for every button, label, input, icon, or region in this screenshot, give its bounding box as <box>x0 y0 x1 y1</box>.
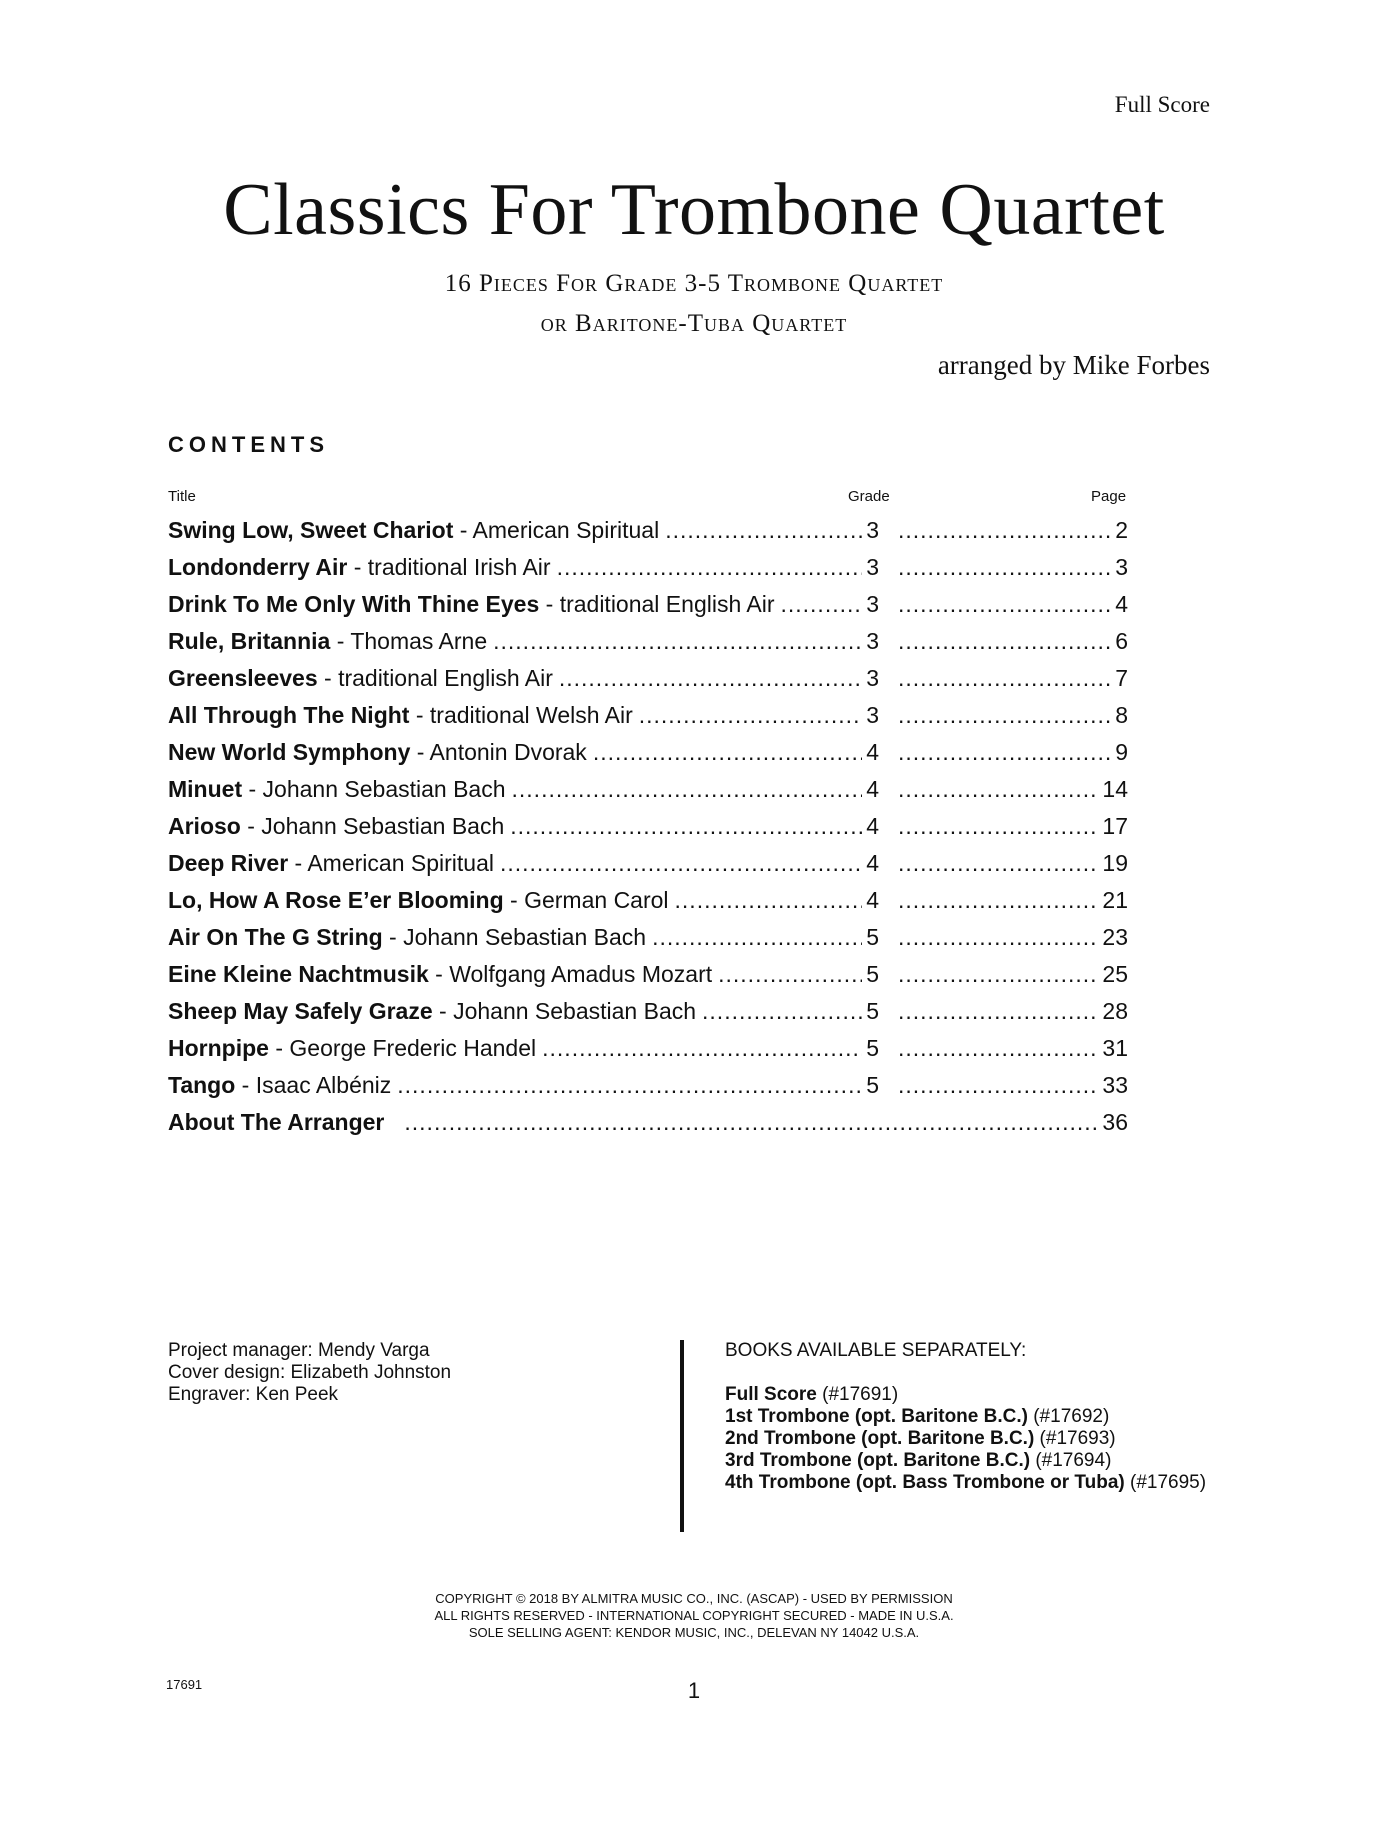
toc-page-cell <box>898 1030 1128 1067</box>
toc-page-cell <box>898 512 1128 549</box>
toc-entry <box>168 882 1128 919</box>
leader-dots <box>898 586 1111 623</box>
copyright-line: SOLE SELLING AGENT: KENDOR MUSIC, INC., DELEVAN NY 14042 U.S.A. <box>468 1625 920 1640</box>
toc-page-cell <box>898 623 1128 660</box>
column-header-grade: Grade <box>848 488 890 505</box>
books-heading: BOOKS AVAILABLE SEPARATELY: <box>725 1340 1027 1361</box>
column-header-page: Page <box>1091 488 1127 505</box>
toc-page: 8 <box>1115 702 1128 728</box>
leader-dots <box>898 956 1098 993</box>
toc-page-cell <box>168 1104 1128 1141</box>
toc-entry <box>168 808 1128 845</box>
toc-page-cell <box>898 956 1128 993</box>
toc-title-cell <box>168 808 879 845</box>
toc-page: 4 <box>1115 591 1128 617</box>
toc-title-cell <box>168 1067 879 1104</box>
toc-grade: 3 <box>866 665 879 691</box>
toc-piece-name: Greensleeves <box>168 665 318 691</box>
toc-composer: - Johann Sebastian Bach <box>432 998 697 1024</box>
book-item <box>725 1384 1206 1406</box>
toc-entry-title <box>168 1067 397 1104</box>
toc-entry-title <box>168 771 512 808</box>
subtitle-line-2: or Baritone-Tuba Quartet <box>540 310 848 337</box>
toc-title-cell <box>168 660 879 697</box>
leader-dots <box>593 734 862 771</box>
catalog-number: 17691 <box>166 1677 203 1692</box>
leader-dots <box>665 512 862 549</box>
toc-composer: - traditional Irish Air <box>347 554 551 580</box>
toc-entry-title <box>168 1030 542 1067</box>
books-available <box>725 1340 1206 1494</box>
leader-dots <box>512 771 863 808</box>
books-list <box>725 1384 1206 1494</box>
toc-page-cell <box>898 549 1128 586</box>
book-name: 1st Trombone (opt. Baritone B.C.) <box>725 1406 1028 1427</box>
book-item <box>725 1406 1206 1428</box>
toc-page-cell <box>898 845 1128 882</box>
toc-page: 9 <box>1115 739 1128 765</box>
toc-page-cell <box>898 771 1128 808</box>
toc-entry <box>168 845 1128 882</box>
leader-dots <box>898 697 1111 734</box>
toc-entry-title <box>168 1104 404 1141</box>
toc-entry-title <box>168 845 500 882</box>
toc-entry <box>168 512 1128 549</box>
toc-entry <box>168 586 1128 623</box>
toc-entry-title <box>168 882 675 919</box>
book-name: Full Score <box>725 1384 817 1405</box>
toc-grade: 3 <box>866 628 879 654</box>
toc-entry-title <box>168 734 593 771</box>
toc-piece-name: Rule, Britannia <box>168 628 331 654</box>
toc-entry-title <box>168 623 493 660</box>
toc-page: 31 <box>1102 1035 1128 1061</box>
toc-piece-name: All Through The Night <box>168 702 410 728</box>
leader-dots <box>898 808 1098 845</box>
toc-composer: - George Frederic Handel <box>268 1035 537 1061</box>
toc-title-cell <box>168 956 879 993</box>
leader-dots <box>404 1104 1098 1141</box>
leader-dots <box>718 956 862 993</box>
copyright-line: ALL RIGHTS RESERVED - INTERNATIONAL COPYRIGHT SECURED - MADE IN U.S.A. <box>434 1608 954 1623</box>
toc-piece-name: Deep River <box>168 850 289 876</box>
leader-dots <box>898 1030 1098 1067</box>
toc-piece-name: About The Arranger <box>168 1109 385 1135</box>
book-number: (#17695) <box>1124 1472 1207 1493</box>
leader-dots <box>898 993 1098 1030</box>
toc-piece-name: Londonderry Air <box>168 554 348 580</box>
toc-entry <box>168 660 1128 697</box>
toc-page-cell <box>898 993 1128 1030</box>
toc-page-cell <box>898 808 1128 845</box>
toc-page: 19 <box>1102 850 1128 876</box>
toc-entry-title <box>168 919 652 956</box>
leader-dots <box>898 919 1098 956</box>
toc-entry-title <box>168 586 780 623</box>
toc-composer: - Isaac Albéniz <box>235 1072 392 1098</box>
toc-entry <box>168 697 1128 734</box>
leader-dots <box>702 993 862 1030</box>
toc-piece-name: Eine Kleine Nachtmusik <box>168 961 429 987</box>
toc-page-cell <box>898 1067 1128 1104</box>
toc-piece-name: Hornpipe <box>168 1035 269 1061</box>
leader-dots <box>780 586 862 623</box>
leader-dots <box>898 734 1111 771</box>
book-number: (#17694) <box>1030 1450 1112 1471</box>
leader-dots <box>898 845 1098 882</box>
toc-grade: 5 <box>866 924 879 950</box>
edition-label: Full Score <box>1114 92 1210 117</box>
toc-page: 6 <box>1115 628 1128 654</box>
leader-dots <box>542 1030 862 1067</box>
book-number: (#17691) <box>816 1384 899 1405</box>
leader-dots <box>898 512 1111 549</box>
toc-piece-name: Minuet <box>168 776 243 802</box>
toc-title-cell <box>168 771 879 808</box>
toc-title-cell <box>168 586 879 623</box>
copyright-line: COPYRIGHT © 2018 BY ALMITRA MUSIC CO., INC. (ASCAP) - USED BY PERMISSION <box>435 1591 953 1606</box>
toc-entry-title <box>168 697 639 734</box>
leader-dots <box>898 623 1111 660</box>
toc-entry <box>168 1067 1128 1104</box>
toc-page: 28 <box>1102 998 1128 1024</box>
toc-piece-name: Lo, How A Rose E’er Blooming <box>168 887 504 913</box>
toc-entry <box>168 734 1128 771</box>
leader-dots <box>652 919 862 956</box>
toc-entry-title <box>168 549 557 586</box>
leader-dots <box>898 660 1111 697</box>
toc-composer: - traditional Welsh Air <box>409 702 633 728</box>
book-name: 4th Trombone (opt. Bass Trombone or Tuba) <box>725 1472 1125 1493</box>
arranger-credit: arranged by Mike Forbes <box>937 350 1210 380</box>
toc-grade: 4 <box>866 776 879 802</box>
toc-composer: - American Spiritual <box>288 850 494 876</box>
toc-composer: - Wolfgang Amadus Mozart <box>428 961 713 987</box>
leader-dots <box>500 845 862 882</box>
toc-entry <box>168 993 1128 1030</box>
toc-page: 23 <box>1102 924 1128 950</box>
toc-entry <box>168 919 1128 956</box>
toc-composer: - Johann Sebastian Bach <box>240 813 505 839</box>
toc-title-cell <box>168 734 879 771</box>
leader-dots <box>493 623 862 660</box>
toc-title-cell <box>168 919 879 956</box>
toc-grade: 5 <box>866 998 879 1024</box>
toc-page: 3 <box>1115 554 1128 580</box>
book-number: (#17692) <box>1027 1406 1110 1427</box>
toc-entry <box>168 1030 1128 1067</box>
book-name: 2nd Trombone (opt. Baritone B.C.) <box>725 1428 1035 1449</box>
toc-page: 33 <box>1102 1072 1128 1098</box>
subtitle-line-1: 16 Pieces For Grade 3-5 Trombone Quartet <box>444 270 944 297</box>
cover-design-credit: Cover design: Elizabeth Johnston <box>168 1362 452 1383</box>
toc-title-cell <box>168 697 879 734</box>
toc-grade: 4 <box>866 887 879 913</box>
toc-page-cell <box>898 660 1128 697</box>
toc-page-cell <box>898 919 1128 956</box>
toc-grade: 3 <box>866 702 879 728</box>
toc-title-cell <box>168 882 879 919</box>
leader-dots <box>898 771 1098 808</box>
leader-dots <box>898 1067 1098 1104</box>
toc-entry <box>168 549 1128 586</box>
production-credits <box>168 1340 451 1406</box>
toc-composer: - Antonin Dvorak <box>410 739 587 765</box>
toc-entry-title <box>168 808 510 845</box>
toc-piece-name: Swing Low, Sweet Chariot <box>168 517 454 543</box>
toc-title-cell <box>168 845 879 882</box>
toc-piece-name: Drink To Me Only With Thine Eyes <box>168 591 540 617</box>
toc-composer: - Johann Sebastian Bach <box>382 924 647 950</box>
toc-page: 17 <box>1102 813 1128 839</box>
engraver-credit: Engraver: Ken Peek <box>168 1384 339 1405</box>
toc-piece-name: Tango <box>168 1072 236 1098</box>
toc-grade: 5 <box>866 961 879 987</box>
toc-piece-name: Arioso <box>168 813 241 839</box>
toc-entry-title <box>168 512 665 549</box>
page-number: 1 <box>687 1678 701 1703</box>
toc-composer: - traditional English Air <box>539 591 775 617</box>
toc-entry <box>168 623 1128 660</box>
leader-dots <box>675 882 863 919</box>
leader-dots <box>559 660 862 697</box>
toc-composer: - American Spiritual <box>453 517 660 543</box>
table-of-contents <box>168 512 1128 1141</box>
toc-page: 36 <box>1102 1109 1128 1135</box>
leader-dots <box>557 549 863 586</box>
toc-entry <box>168 771 1128 808</box>
toc-grade: 4 <box>866 739 879 765</box>
toc-title-cell <box>168 623 879 660</box>
vertical-divider <box>680 1340 684 1532</box>
toc-title-cell <box>168 512 879 549</box>
toc-title-cell <box>168 1030 879 1067</box>
toc-page: 2 <box>1115 517 1128 543</box>
book-name: 3rd Trombone (opt. Baritone B.C.) <box>725 1450 1031 1471</box>
copyright-notice <box>0 1590 1388 1641</box>
toc-page: 21 <box>1102 887 1128 913</box>
toc-grade: 5 <box>866 1035 879 1061</box>
toc-piece-name: Sheep May Safely Graze <box>168 998 433 1024</box>
project-manager-credit: Project manager: Mendy Varga <box>168 1340 430 1361</box>
toc-page-cell <box>898 882 1128 919</box>
toc-page-cell <box>898 586 1128 623</box>
toc-entry-title <box>168 956 718 993</box>
toc-composer: - German Carol <box>503 887 669 913</box>
toc-entry-about <box>168 1104 1128 1141</box>
leader-dots <box>639 697 862 734</box>
toc-grade: 4 <box>866 850 879 876</box>
toc-title-cell <box>168 549 879 586</box>
toc-title-cell <box>168 993 879 1030</box>
book-item <box>725 1450 1206 1472</box>
leader-dots <box>898 882 1098 919</box>
toc-entry <box>168 956 1128 993</box>
leader-dots <box>510 808 862 845</box>
toc-grade: 3 <box>866 554 879 580</box>
toc-piece-name: New World Symphony <box>168 739 411 765</box>
column-header-title: Title <box>168 488 196 505</box>
toc-composer: - traditional English Air <box>317 665 553 691</box>
toc-composer: - Thomas Arne <box>330 628 488 654</box>
toc-page: 7 <box>1115 665 1128 691</box>
leader-dots <box>898 549 1111 586</box>
toc-grade: 5 <box>866 1072 879 1098</box>
toc-entry-title <box>168 993 702 1030</box>
toc-page: 25 <box>1102 961 1128 987</box>
book-item <box>725 1472 1206 1494</box>
toc-grade: 3 <box>866 517 879 543</box>
toc-page-cell <box>898 697 1128 734</box>
page-title: Classics For Trombone Quartet <box>223 169 1165 251</box>
toc-page: 14 <box>1102 776 1128 802</box>
book-number: (#17693) <box>1034 1428 1116 1449</box>
toc-composer: - Johann Sebastian Bach <box>242 776 506 802</box>
toc-page-cell <box>898 734 1128 771</box>
toc-piece-name: Air On The G String <box>168 924 383 950</box>
book-item <box>725 1428 1206 1450</box>
toc-grade: 3 <box>866 591 879 617</box>
contents-heading: CONTENTS <box>168 432 329 457</box>
leader-dots <box>397 1067 862 1104</box>
toc-grade: 4 <box>866 813 879 839</box>
toc-entry-title <box>168 660 559 697</box>
